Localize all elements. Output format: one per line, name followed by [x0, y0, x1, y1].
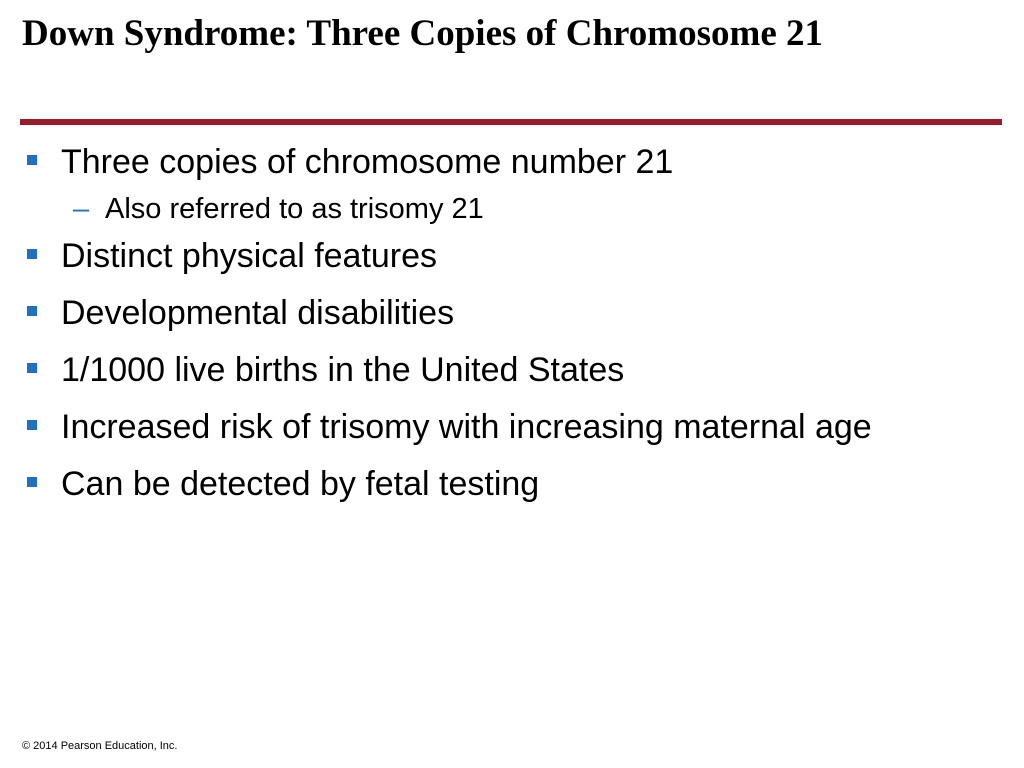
bullet-item	[22, 346, 982, 394]
sub-bullet-item	[22, 189, 982, 229]
dash-bullet-icon: –	[73, 193, 90, 225]
bullet-list	[22, 138, 982, 517]
square-bullet-icon	[27, 420, 37, 430]
bullet-item	[22, 403, 982, 451]
square-bullet-icon	[27, 249, 37, 259]
square-bullet-icon	[27, 477, 37, 487]
title-divider	[20, 119, 1002, 125]
square-bullet-icon	[27, 306, 37, 316]
slide-title: Down Syndrome: Three Copies of Chromosome 21	[22, 13, 823, 54]
bullet-item	[22, 460, 982, 508]
bullet-text: Distinct physical features	[61, 237, 438, 275]
bullet-text: Developmental disabilities	[61, 294, 455, 332]
bullet-text: Increased risk of trisomy with increasing maternal age	[61, 408, 872, 446]
copyright-notice: © 2014 Pearson Education, Inc.	[22, 740, 178, 752]
square-bullet-icon	[27, 155, 37, 165]
bullet-text: Three copies of chromosome number 21	[61, 143, 674, 181]
sub-bullet-text: Also referred to as trisomy 21	[105, 193, 484, 225]
bullet-item	[22, 289, 982, 337]
bullet-item	[22, 138, 982, 186]
square-bullet-icon	[27, 363, 37, 373]
bullet-item	[22, 232, 982, 280]
bullet-text: Can be detected by fetal testing	[61, 465, 540, 503]
bullet-text: 1/1000 live births in the United States	[61, 351, 625, 389]
